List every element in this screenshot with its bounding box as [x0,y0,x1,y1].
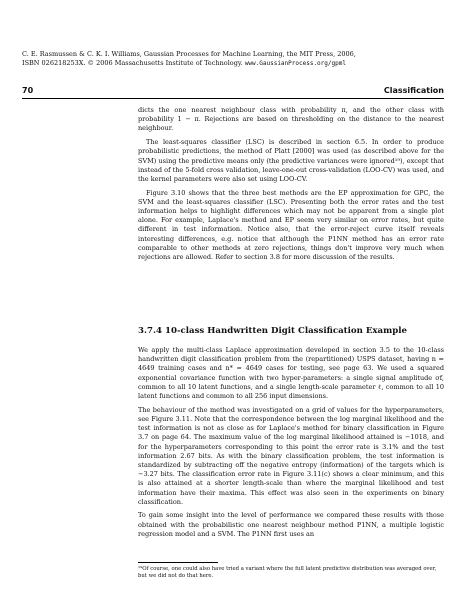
header-line-2 [22,59,442,68]
paragraph-5: The behaviour of the method was investigated on a grid of values for the hyperparameters, see Figure 3.11. Note that the correspondence between the log marginal likelihood and the test information is not as close as for Laplace's method for binary classification in Figure 3.7 on page 64. The maximum value of the log marginal likelihood attained is −1018, and for the hyperparameters corresponding to this point the error rate is 3.1% and the test information 2.67 bits. As with the binary classification problem, the test information is standardized by subtracting off the negative entropy (information) of the targets which is −3.27 bits. The classification error rate in Figure 3.11(c) shows a clear minimum, and this is also attained at a shorter length-scale than where the marginal likelihood and test information have their maxima. This effect was also seen in the experiments on binary classification. [138,405,444,506]
section-title: 10-class Handwritten Digit Classification Example [165,326,407,336]
footnote: ¹⁹Of course, one could also have tried a variant where the full latent predictive distribution was averaged over, but we did not do that here. [138,566,437,579]
header-rule [22,98,444,99]
body-text-top [138,106,444,267]
header-isbn: ISBN 026218253X. © 2006 Massachusetts Institute of Technology. [22,59,243,67]
paragraph-4: We apply the multi-class Laplace approximation developed in section 3.5 to the 10-class handwritten digit classification problem from the (repartitioned) USPS dataset, having n = 4649 training cases and n* = 4649 cases for testing, see page 63. We used a squared exponential covariance function with two hyper-parameters: a single signal amplitude σf, common to all 10 latent functions, and a single length-scale parameter ℓ, common to all 10 latent functions and common to all 256 input dimensions. [138,346,444,401]
body-text-section [138,346,444,544]
section-number: 3.7.4 [138,326,162,336]
page-number: 70 [22,86,34,95]
copyright-header [22,50,442,68]
paragraph-1: dicts the one nearest neighbour class with probability π, and the other class with probability 1 − π. Rejections are based on thresholding on the distance to the nearest neighbour. [138,106,444,133]
header-url-link[interactable]: www.GaussianProcess.org/gpml [244,60,346,67]
paragraph-2: The least-squares classifier (LSC) is described in section 6.5. In order to produce probabilistic predictions, the method of Platt [2000] was used (as described above for the SVM) using the predictive means only (the predictive variances were ignored¹⁹), except that instead of the 5-fold cross validation, leave-one-out cross-validation (LOO-CV) was used, and the kernel parameters were also set using LOO-CV. [138,138,444,183]
section-heading [138,326,444,336]
footnote-rule [138,562,218,563]
paragraph-6: To gain some insight into the level of performance we compared these results with those obtained with the probabilistic one nearest neighbour method P1NN, a multiple logistic regression model and a SVM. The P1NN first uses an [138,511,444,538]
paragraph-3: Figure 3.10 shows that the three best methods are the EP approximation for GPC, the SVM and the least-squares classifier (LSC). Presenting both the error rates and the test information helps to highlight differences which may not be apparent from a single plot alone. For example, Laplace's method and EP seem very similar on error rates, but quite different in test information. Notice also, that the error-reject curve itself reveals interesting differences, e.g. notice that although the P1NN method has an error rate comparable to other methods at zero rejections, things don't improve very much when rejections are allowed. Refer to section 3.8 for more discussion of the results. [138,188,444,262]
chapter-title: Classification [383,86,444,95]
header-line-1: C. E. Rasmussen & C. K. I. Williams, Gaussian Processes for Machine Learning, the MIT Press, 2006, [22,50,356,58]
